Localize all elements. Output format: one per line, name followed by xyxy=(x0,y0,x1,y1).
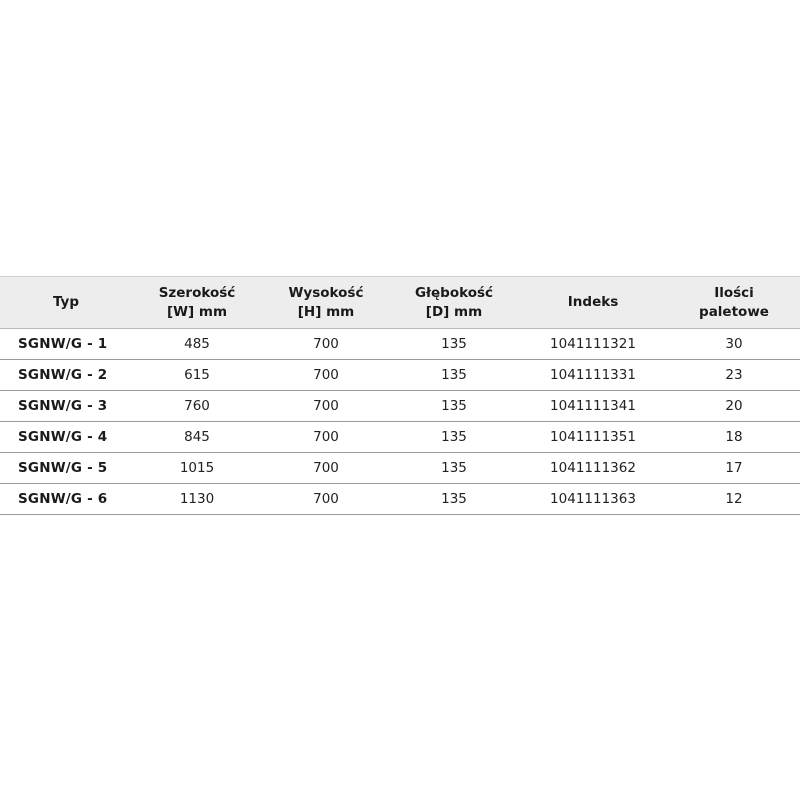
header-pallet-qty-line-1: Ilości xyxy=(714,284,754,301)
cell-height: 700 xyxy=(262,329,390,360)
table-header-row xyxy=(0,277,800,329)
cell-width: 615 xyxy=(132,360,262,391)
cell-width: 1015 xyxy=(132,453,262,484)
table-row xyxy=(0,484,800,515)
header-height-line-2: [H] mm xyxy=(297,303,355,320)
cell-pallet-qty: 23 xyxy=(668,360,800,391)
table-row xyxy=(0,453,800,484)
header-depth-line-2: [D] mm xyxy=(425,303,483,320)
cell-index: 1041111341 xyxy=(518,391,668,422)
cell-pallet-qty: 12 xyxy=(668,484,800,515)
cell-width: 845 xyxy=(132,422,262,453)
cell-typ: SGNW/G - 4 xyxy=(0,422,132,453)
cell-depth: 135 xyxy=(390,484,518,515)
cell-pallet-qty: 30 xyxy=(668,329,800,360)
table-row xyxy=(0,329,800,360)
header-depth xyxy=(390,277,518,329)
spec-table xyxy=(0,276,800,515)
header-typ xyxy=(0,277,132,329)
cell-index: 1041111362 xyxy=(518,453,668,484)
table-row xyxy=(0,360,800,391)
cell-depth: 135 xyxy=(390,422,518,453)
header-pallet-qty-line-2: paletowe xyxy=(699,303,769,320)
header-depth-line-1: Głębokość xyxy=(414,284,494,301)
cell-depth: 135 xyxy=(390,453,518,484)
cell-index: 1041111363 xyxy=(518,484,668,515)
cell-index: 1041111351 xyxy=(518,422,668,453)
cell-pallet-qty: 17 xyxy=(668,453,800,484)
header-width xyxy=(132,277,262,329)
cell-width: 760 xyxy=(132,391,262,422)
table-row xyxy=(0,391,800,422)
cell-typ: SGNW/G - 6 xyxy=(0,484,132,515)
cell-height: 700 xyxy=(262,360,390,391)
header-width-line-2: [W] mm xyxy=(166,303,228,320)
cell-typ: SGNW/G - 3 xyxy=(0,391,132,422)
cell-width: 485 xyxy=(132,329,262,360)
header-width-line-1: Szerokość xyxy=(158,284,236,301)
cell-height: 700 xyxy=(262,453,390,484)
header-index xyxy=(518,277,668,329)
header-height-line-1: Wysokość xyxy=(288,284,364,301)
cell-typ: SGNW/G - 2 xyxy=(0,360,132,391)
cell-depth: 135 xyxy=(390,391,518,422)
header-pallet-qty xyxy=(668,277,800,329)
cell-index: 1041111321 xyxy=(518,329,668,360)
cell-height: 700 xyxy=(262,484,390,515)
cell-typ: SGNW/G - 1 xyxy=(0,329,132,360)
cell-width: 1130 xyxy=(132,484,262,515)
table-row xyxy=(0,422,800,453)
cell-pallet-qty: 18 xyxy=(668,422,800,453)
cell-depth: 135 xyxy=(390,360,518,391)
cell-height: 700 xyxy=(262,422,390,453)
cell-typ: SGNW/G - 5 xyxy=(0,453,132,484)
cell-height: 700 xyxy=(262,391,390,422)
cell-index: 1041111331 xyxy=(518,360,668,391)
header-typ-line: Typ xyxy=(52,294,80,310)
header-index-line: Indeks xyxy=(567,294,619,310)
cell-depth: 135 xyxy=(390,329,518,360)
header-height xyxy=(262,277,390,329)
cell-pallet-qty: 20 xyxy=(668,391,800,422)
